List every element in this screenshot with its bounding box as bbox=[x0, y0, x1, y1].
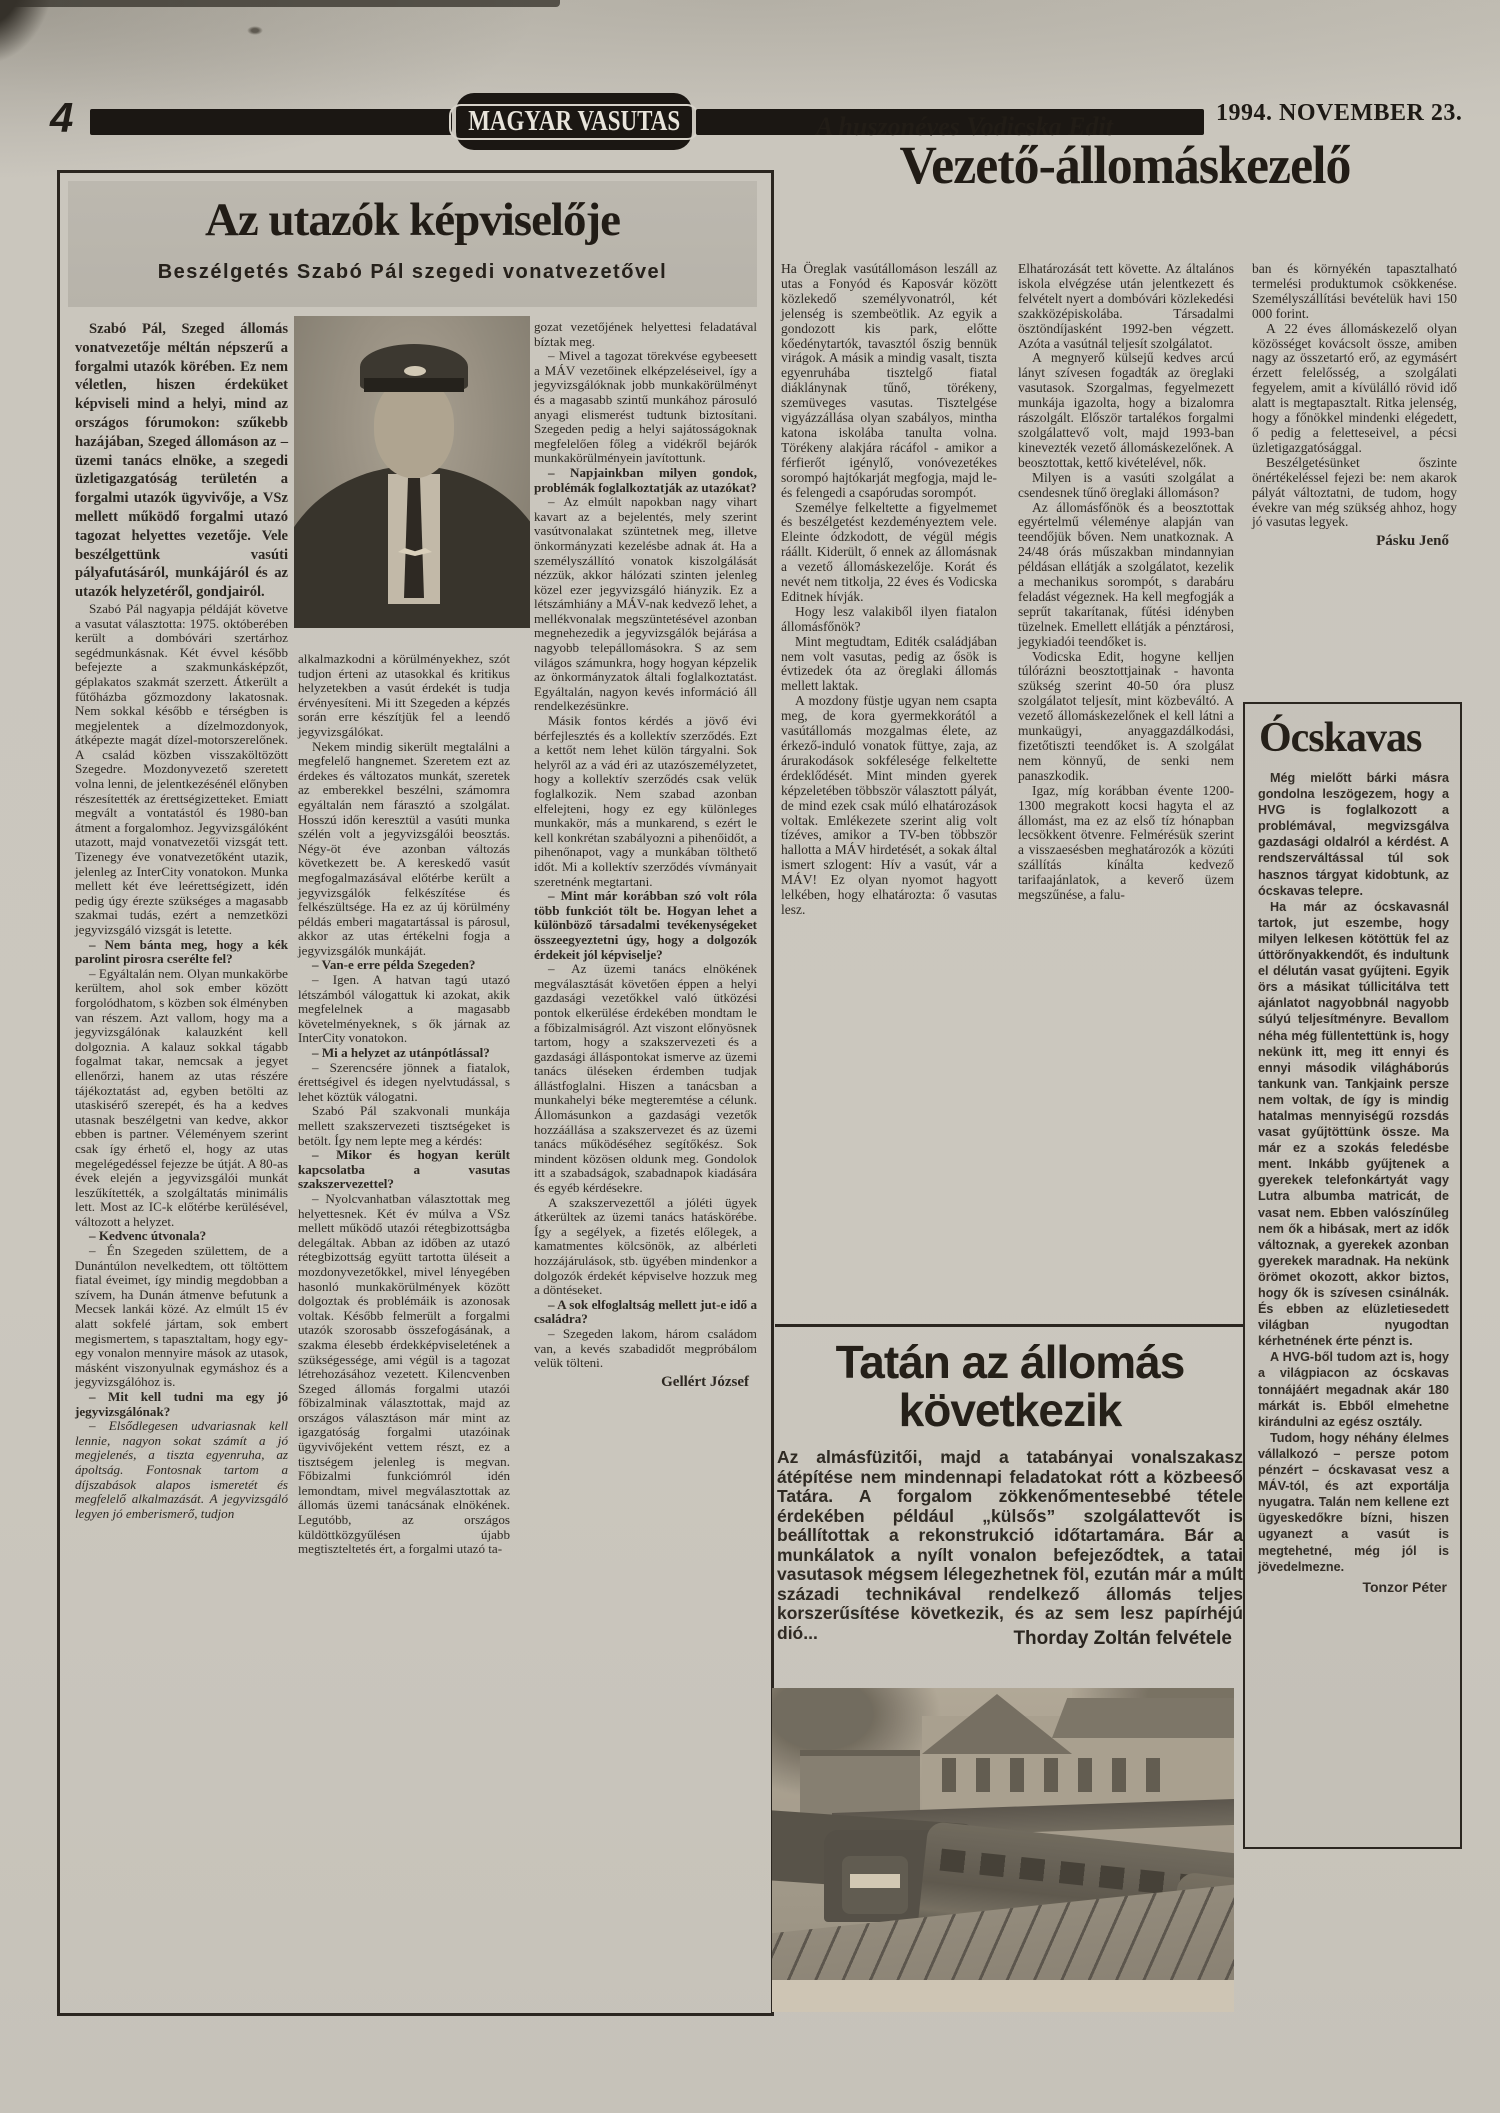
interview-column-1 bbox=[75, 320, 288, 1521]
paragraph: Milyen is a vasúti szolgálat a csendesnek tűnő öreglaki állomáson? bbox=[1018, 469, 1234, 500]
photo-bottom-margin bbox=[772, 1980, 1234, 2012]
photo-credit: Thorday Zoltán felvétele bbox=[1013, 1628, 1232, 1649]
paragraph: Gellért József bbox=[661, 1373, 749, 1390]
paragraph: Szabó Pál, Szeged állomás vonatvezetője méltán népszerű a forgalmi utazók körében. Ez nem véletlen, hiszen érdeküket képviseli mind a helyi, mind az országos fórumokon: szűkebb hazájában, Szeged állomáson az – üzemi tanács elnöke, a szegedi üzletigazgatóság területén a forgalmi utazók ügyvivője, a VSz mellett működő forgalmi utazó tagozat helyettes vezetője. Vele beszélgettünk vasúti pályafutásáról, munkájáról és az utazók helyzetéről, gondjairól. bbox=[75, 321, 288, 601]
paragraph: Elhatározását tett követte. Az általános iskola elvégzése után jelentkezett és felvételt nyert a dombóvári közlekedési szakközépiskolába. Társadalmi ösztöndíjasként 1992-ben végzett. Azóta a vasútnál teljesít szolgálatot. bbox=[1018, 261, 1234, 351]
paragraph: – A sok elfoglaltság mellett jut-e idő a családra? bbox=[534, 1296, 757, 1327]
portrait-face bbox=[374, 378, 454, 478]
paragraph: A mozdony füstje ugyan nem csapta meg, de kora gyermekkorától a vasútállomás mozgalmas élete, az érkező-induló vonatok füttye, zaja, az árurakodások sokfélesége felkeltette érdeklődését. Mint minden gyerek képzeletében többször választott pályát, de mind ezek csak múló elhatározások voltak. Emlékezete szerint alig volt tízéves, amikor a TV-ben többször hallotta a MÁV hirdetését, a sokak által ismert szlogent: Hív a vasút, vár a MÁV! Ez olyan nyomot hagyott lelkében, hogy elhatározta: ő vasutas lesz. bbox=[781, 693, 997, 917]
page-number: 4 bbox=[50, 94, 74, 141]
paragraph: – Szerencsére jönnek a fiatalok, érettségivel és idegen nyelvtudással, s lehet köztük válogatni. bbox=[298, 1059, 510, 1104]
paragraph: Mint megtudtam, Editék családjában nem volt vasutas, pedig az ősök is évtizedek óta az öreglaki állomás mellett laktak. bbox=[781, 633, 997, 694]
paragraph: A HVG-ből tudom azt is, hogy a világpiacon az ócskavas tonnájáért megadnak akár 180 márkát is. Ebből elmehetne kirándulni az egész osztály. bbox=[1258, 1350, 1449, 1429]
paragraph: – Mi a helyzet az utánpótlással? bbox=[312, 1045, 490, 1061]
paragraph: – Nyolcvanhatban választottak meg helyettesnek. Két év múlva a VSz mellett működő utazói rétegbizottságba delegáltak. Abban az időben az utazó rétegbizottság együtt tartotta üléseit a mozdonyvezetőkkel, mivel lényegében hasonló munkakörülmények között dolgoztak és problémáik is azonosak voltak. Később felmerült a forgalmi utazók szorosabb összefogásának, a szakma élesebb érdekképviseletének a szükségessége, ami végül is a tagozat létrehozásához vezetett. Kilencvenben Szeged állomás forgalmi utazói főbizalminak választottak, majd az országos választáson már mint az igazgatóság forgalmi utazóinak ügyvivőjeként vettem részt, ez a tisztségem jelenleg is megvan. Főbizalmi funkciómról idén lemondtam, mivel megválasztottak az állomás üzemi tanácsának elnökének. Legutóbb, az országos küldöttközgyűlésen újabb megtiszteltetés ért, a forgalmi utazó ta- bbox=[298, 1190, 510, 1557]
paragraph: Vodicska Edit, hogyne kelljen túlórázni beosztottjainak - havonta szükség szerint 40-50 óra plusz szolgálatot teljesít, mint közbeváltó. A vezető állomáskezelőnek el kell látni a munkaügyi, anyaggazdálkodási, fizetőtiszti teendőket is. A szolgálat nem könnyű, de senki nem panaszkodik. bbox=[1018, 648, 1234, 783]
paragraph: – Napjainkban milyen gondok, problémák foglalkoztatják az utazókat? bbox=[534, 464, 757, 495]
sidebar-ocskavas-title: Ócskavas bbox=[1259, 715, 1422, 761]
paragraph: Személye felkeltette a figyelmemet és beszélgetést kezdeményeztem vele. Eleinte ódzkodott, de végül mégis ráállt. Kiderült, ő ennek az állomásnak a vezető állomáskezelője. Korát és nevét nem titkolja, 22 éves és Vodicska Editnek hívják. bbox=[781, 499, 997, 604]
paragraph: ban és környékén tapasztalható termelési produktumok csökkenése. Személyszállítási bevételük havi 150 000 forint. bbox=[1252, 261, 1457, 321]
photo-shed bbox=[800, 1750, 920, 1816]
paragraph: – Az üzemi tanács elnökének megválasztását követően éppen a helyi gazdasági vezetőkkel való ütközési pontok elkerülése érdekében mondtam le a főbizalmiságról. Azt viszont előnyösnek tartom, hogy a szakszervezeti és a gazdasági álláspontokat ismerve az üzemi tanács üléseken érdemben tudjak állástfoglalni. Hiszen a tanácsban a munkahelyi béke megteremtése a célunk. Állomásunkon a gazdasági vezetők hozzáállása a szakszervezet és az üzemi tanács működéséhez segítőkész. Sok mindent közösen oldunk meg. Gondolok itt a szabadságok, szabadnapok kiadására és egyéb kérdésekre. bbox=[534, 961, 757, 1196]
station-photo bbox=[772, 1688, 1234, 2012]
interview-column-2 bbox=[298, 652, 510, 1557]
photo-side-roof bbox=[1052, 1698, 1234, 1738]
paragraph: Nekem mindig sikerült megtalálni a megfelelő hangnemet. Szeretem ezt az érdekes és változatos munkát, szeretek az emberekkel beszélni, számomra egyáltalán nem fárasztó a szolgálat. Hosszú időn keresztül a vasúti munka szélén volt a jegyvizsgálói beosztás. Négy-öt éve azonban változás következett be. A kereskedő vasút megfogalmazásával előtérbe került a jegyvizsgálók felkészítése és felkészültsége. Ha ez az új körülmény példás emberi magatartással is párosul, akkor az utas értékelni fogja a jegyvizsgálók munkáját. bbox=[298, 738, 510, 958]
scan-artifact-mark bbox=[247, 26, 263, 35]
paragraph: – Elsődlegesen udvariasnak kell lennie, nagyon sokat számít a jó megjelenés, a tiszta egyenruha, az ápoltság. Fontosnak tartom a díjszabások alapos ismeretét és megfelelő alkalmazását. A jegyvizsgáló legyen jó emberismerő, tudjon bbox=[75, 1418, 288, 1521]
photo-windows bbox=[942, 1758, 956, 1792]
article-interview-title: Az utazók képviselője bbox=[204, 194, 620, 246]
paragraph: – Kedvenc útvonala? bbox=[89, 1228, 207, 1244]
station-column-1 bbox=[781, 262, 997, 918]
sidebar-ocskavas-box bbox=[1243, 702, 1462, 1849]
paragraph: Ha Öreglak vasútállomáson leszáll az utas a Fonyód és Kaposvár között közlekedő személyvonatról, két jelenség is szembeötlik. Az egyik a gondozott kis park, előtte kőedénytartók, tavasztól őszig bennük virágok. A másik a mindig vasalt, tiszta egyenruhába tisztelgő fiatal diáklánynak tűnő, törékeny, szemüveges vasutas. Tisztelgése vigyázzállása olyan szabályos, mintha katona iskolába tanulta volna. Törékeny alakjára rácáfol - amikor a férfierőt igénylő, vonóvezetékes sorompó hajtókarját megfogja, majd le- és felengedi a csapórudas sorompót. bbox=[781, 261, 997, 500]
tata-title-line2: következik bbox=[898, 1384, 1122, 1436]
paragraph: Az állomásfőnök és a beosztottak egyértelmű véleménye alapján van teendőjük bőven. Nem unatkoznak. A 24/48 órás műszakban mindannyian példásan ellátják a szolgálatot, kezelik a mechanikus sorompót, s darabáru feladást végeznek. Ha kell megfogják a seprűt takarítanak, fűtési idényben tüzelnek. Emellett ellátják a pénztárosi, jegykiadói teendőket is. bbox=[1018, 499, 1234, 649]
masthead-badge bbox=[458, 95, 690, 148]
tata-title bbox=[775, 1338, 1245, 1434]
masthead-title: MAGYAR VASUTAS bbox=[468, 105, 680, 137]
paragraph: – Mikor és hogyan került kapcsolatba a vasutas szakszervezettel? bbox=[298, 1147, 510, 1192]
paragraph: A 22 éves állomáskezelő olyan közösséget kovácsolt össze, amiben nagy az összetartó erő, az egymásért érzett felelősség, a szolgálati fegyelem, amit a kívülálló rövid idő alatt is megtapasztalt. Ritka jelenség, hogy a főnökkel mindenki elégedett, ő pedig a feletteseivel, a pécsi üzletigazgatósággal. bbox=[1252, 320, 1457, 455]
paragraph: – Egyáltalán nem. Olyan munkakörbe kerültem, ahol sok ember között forgolódhatom, s közben sok élményben van részem. Azt vallom, hogy ma a jegyvizsgálónak kalauzként kell dolgoznia. A kalauz sokkal tágabb fogalmat takar, nemcsak a jegyet ellenőrzi, hanem az utas részére tájékoztatást ad, egyben betölti az utaskisérő szerepét, és ha a kedves utasnak beszélgetni van kedve, akkor ebben is partner. Véleményem szerint csak így érhető el, hogy az utas megelégedéssel fejezze be útját. A 80-as évek elején a jegyvizsgálói munkát leszűkítették, a szolgáltatás minimális lett. Most az IC-k előtérbe kerülésével, változott a helyzet. bbox=[75, 965, 288, 1229]
scan-artifact-top-strip bbox=[0, 0, 560, 7]
station-column-2 bbox=[1018, 262, 1234, 903]
paragraph: Ha már az ócskavasnál tartok, jut eszembe, hogy milyen lelkesen kötöttük fel az úttörőnyakkendőt, és indultunk el délután vasat gyűjteni. Egyik örs a másikat túllicitálva tett ajánlatot nagyobbnál nagyobb súlyú teljesítményre. Bevallom néha még füllentettünk is, hogy nekünk itt, meg itt ennyi és ennyi második világháborús tankunk van. Tankjaink persze nem voltak, de így is mindig hatalmas mennyiségű rozsdás vasat gyűjtöttünk össze. Ma már ez a szokás feledésbe ment. Inkább gyűjtenek a gyerekek telefonkártyát vagy Lutra albumba matricát, de vasat nem. Ebben valószínűleg nem ők a hibásak, mert az idők változnak, a gyerekek azonban gyerekek maradnak. Ha nekünk örömet okozott, akkor biztos, hogy ők is szívesen csinálnák. És ebben az elüzletiesedett világban nyugodtan kérhetnének érte pénzt is. bbox=[1258, 899, 1449, 1349]
paragraph: – Mit kell tudni ma egy jó jegyvizsgálónak? bbox=[75, 1389, 288, 1419]
paragraph: – Mivel a tagozat törekvése egybeesett a MÁV vezetőinek elképzeléseivel, így a jegyvizsgálóknak jobb munkakörülményt és a magasabb szintű munkához párosuló anyagi elismerést tudtunk biztosítani. Szegeden pedig a helyi sajátosságoknak megfelelően főleg a vidékről bejárók munkakörülményein javítottunk. bbox=[534, 348, 757, 466]
paragraph: alkalmazkodni a körülményekhez, szót tudjon érteni az utasokkal és kritikus helyzetekben a vasút érdekét is tudja érvényesíteni. Mi itt Szegeden a képzés során erre készítjük fel a leendő jegyvizsgálókat. bbox=[298, 651, 510, 739]
article-station-kicker: A huszonéves Vodicska Edit bbox=[816, 112, 1113, 141]
paragraph: – Az elmúlt napokban nagy vihart kavart az a bejelentés, mely szerint vasútvonalakat szüntetnek meg, illetve önkormányzati kezelésbe adnak át. Ha a személyszállító vonatok kiszolgálását nézzük, akkor hálózati szinten jelenleg közel ezer jegyvizsgáló hiányzik. Ez a létszámhiány a MÁV-nak kedvező lehet, a mellékvonalak megszüntetésével azonban megnehezedik a jegyvizsgálók bejárása a nagyobb telepállomásokra. S az sem világos számunkra, hogy hogyan képzelik az önkormányzatok általi foglalkoztatást. Egyáltalán, nagyon kevés információ áll rendelkezésünkre. bbox=[534, 494, 757, 714]
tata-separator-rule bbox=[775, 1324, 1245, 1327]
interview-column-3 bbox=[534, 320, 757, 1389]
paragraph: Még mielőtt bárki másra gondolna leszögezem, hogy a HVG is foglalkozott a problémával, megvizsgálva gazdasági oldalról a kérdést. A rendszerváltással túl sok hasznos tárgyat kidobtunk, az ócskavas telepre. bbox=[1258, 771, 1449, 898]
paragraph: gozat vezetőjének helyettesi feladatával bíztak meg. bbox=[534, 319, 757, 349]
tata-body: Az almásfüzitői, majd a tatabányai vonalszakasz átépítése nem mindennapi feladatokat rótt a közbeeső Tatára. A forgalom zökkenőmentesebbé tétele érdekében például „külsős” szolgálattevőt is beállítottak a rekonstrukció időtartamára. Bár a munkálatok a nyílt vonalon befejeződtek, a tatai vasutasok mégsem lélegezhetnek föl, ezután már a múlt századi technikával rendelkező állomás teljes korszerűsítése következik, és az sem lesz papírhéjú dió... bbox=[777, 1447, 1243, 1643]
paragraph: Szabó Pál szakvonali munkája mellett szakszervezeti tisztségeket is betölt. Így nem lepte meg a kérdés: bbox=[298, 1103, 510, 1148]
paragraph: Másik fontos kérdés a jövő évi bérfejlesztés és a kollektív szerződés. Ezt a kettőt nem lehet külön tárgyalni. Sok helyről az a vád éri az utazószemélyzetet, hogy a kollektív szerződés csak velük foglalkozik. Nem szabad azonban elfelejteni, hogy ez egy különleges munkakör, más a munkarend, s ezért le kell konkrétan szabályozni a pihenőidőt, a pihenőnapot, vagy a munkában tölthető időt. Mi a kollektív szerződés vívmányait szeretnénk megtartani. bbox=[534, 713, 757, 889]
paragraph: – Igen. A hatvan tagú utazó létszámból válogattuk ki azokat, akik megfelelnek a magasabb követelményeknek, s ők járnak az InterCity vonatokon. bbox=[298, 972, 510, 1046]
paragraph: Szabó Pál nagyapja példáját követve a vasutat választotta: 1975. októberében került a dombóvári szertárhoz segédmunkásnak. Két évvel később befejezte a szakmunkásképzőt, géplakatos szakmát szerzett. Átkerült a fűtőházba gőzmozdony lakatosnak. Nem sokkal később e térségben is megjelentek a dízelmozdonyok, átképezte magát dízel-motorszerelőnek. A család közben visszaköltözött Szegedre. Mozdonyvezető szeretett volna lenni, de jelentkezésénél előnyben részesítették az érettségizetteket. Emiatt megvált a vontatástól és 1980-ban átment a forgalomhoz. Jegyvizsgálóként utazott, majd vonatvezetői vizsgát tett. Tizenegy éve vonatvezetőként utazik, jelenleg az InterCity vonatokon. Munka mellett két éve leérettségizett, idén pedig úgy érezte szükséges a magasabb szakmai tudás, ezért a nemzetközi jegyvizsgáló vizsgát is letette. bbox=[75, 600, 288, 938]
paragraph: Beszélgetésünket őszinte önértékeléssel fejezi be: nem akarok pályát változtatni, de tudom, hogy évekre van még szükség ahhoz, hogy jó vasutas legyek. bbox=[1252, 454, 1457, 530]
blank-margin bbox=[772, 2012, 1234, 2092]
paragraph: Pásku Jenő bbox=[1376, 533, 1449, 550]
scan-artifact-corner bbox=[0, 0, 52, 63]
header-rule-left bbox=[90, 109, 452, 135]
article-station-title: Vezető-állomáskezelő bbox=[899, 135, 1351, 195]
issue-date: 1994. NOVEMBER 23. bbox=[1216, 100, 1463, 126]
sidebar-ocskavas-body bbox=[1258, 770, 1449, 1595]
paragraph: Igaz, míg korábban évente 1200-1300 megrakott kocsi hagyta el az állomást, ma ez az első tíz hónapban lecsökkent ötvenre. Felmérésük szerint a visszaesésben meghatározók a közúti szállítás kínálta kedvező tarifaajánlatok, a keverő üzem megszűnése, a falu- bbox=[1018, 782, 1234, 903]
paragraph: – Mint már korábban szó volt róla több funkciót tölt be. Hogyan lehet a különböző társadalmi tevékenységeket összeegyeztetni úgy, hogy a dolgozók érdekeit jól képviselje? bbox=[534, 888, 757, 962]
paragraph: – Szegeden lakom, három családom van, a kevés szabadidőt megpróbálom velük tölteni. bbox=[534, 1325, 757, 1371]
article-interview-subtitle: Beszélgetés Szabó Pál szegedi vonatvezetővel bbox=[157, 261, 668, 283]
masthead-frame bbox=[449, 104, 699, 140]
paragraph: A megnyerő külsejű kedves arcú lányt szívesen fogadták az öreglaki vasutasok. Szorgalmas, fegyelmezett munkája igazolta, hogy a bizalomra rászolgált. Először tartalékos forgalmi szolgálattevő volt, majd 1993-ban kinevezték vezető állomáskezelőnek. A beosztottak, kettő kivételével, nők. bbox=[1018, 350, 1234, 470]
article-interview-header-panel bbox=[68, 181, 757, 307]
portrait-photo bbox=[294, 316, 530, 628]
paragraph: A szakszervezettől a jóléti ügyek átkerültek az üzemi tanács hatáskörébe. Így a segélyek, a fizetés előlegek, a kamatmentes kölcsönök, az albérleti hozzájárulások, stb. ügyében mindenkor a dolgozók érdekét képviselve hozzuk meg a döntéseket. bbox=[534, 1194, 757, 1298]
portrait-cap-band bbox=[364, 378, 464, 392]
tata-title-line1: Tatán az állomás bbox=[835, 1336, 1185, 1388]
portrait-cap-badge bbox=[404, 366, 426, 376]
paragraph: – Én Szegeden születtem, de a Dunántúlon nevelkedtem, ott töltöttem fiatal éveimet, így mindig megdobban a szívem, ha Dunán átmenve befutunk a Mecsek lankái közé. Az elmúlt 15 év alatt sokfelé jártam, sok embert megismertem, s tapasztaltam, hogy egy-egy vonalon mennyire mások az utasok, másként viszonyulnak egymáshoz és a jegyvizsgálóhoz is. bbox=[75, 1243, 288, 1390]
station-column-3 bbox=[1252, 262, 1457, 549]
photo-locomotive-numberplate bbox=[850, 1874, 900, 1888]
paragraph: Tudom, hogy néhány élelmes vállalkozó – persze potom pénzért – ócskavasat vesz a MÁV-tól, és azt exportálja nyugatra. Talán nem kellene ezt ügyeskedőkre bízni, hiszen ugyanezt a vasút is megtehetné, még jól is jövedelmezne. bbox=[1258, 1430, 1449, 1574]
paragraph: Hogy lesz valakiből ilyen fiatalon állomásfőnök? bbox=[781, 603, 997, 634]
paragraph: – Nem bánta meg, hogy a kék parolint pirosra cserélte fel? bbox=[75, 936, 288, 967]
paragraph: Tonzor Péter bbox=[1362, 1578, 1447, 1595]
paragraph: – Van-e erre példa Szegeden? bbox=[312, 957, 476, 973]
